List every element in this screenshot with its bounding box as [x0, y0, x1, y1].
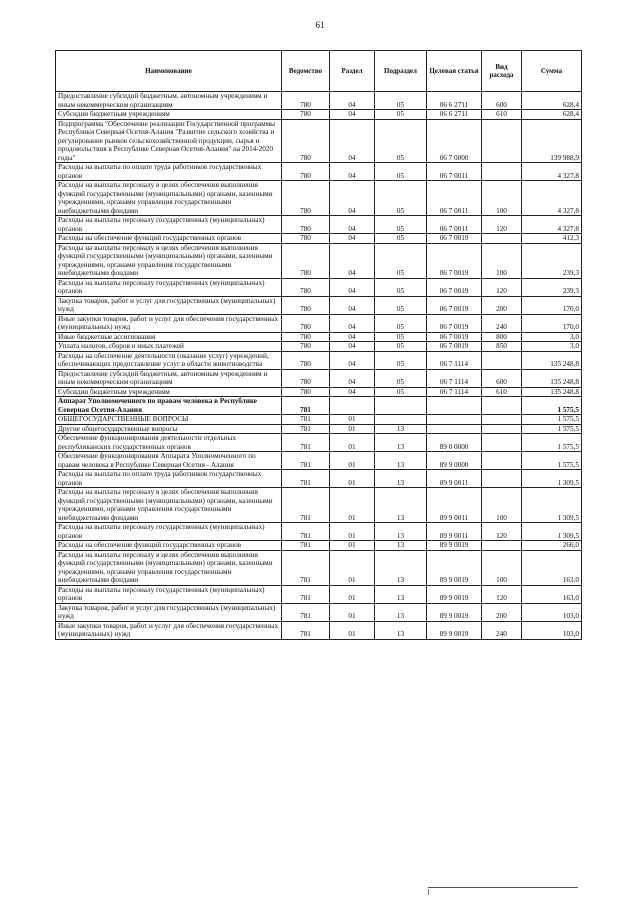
row-type: 120 — [482, 278, 522, 296]
row-subsection: 13 — [375, 452, 427, 470]
row-amount: 239,3 — [522, 243, 582, 278]
row-ministry: 780 — [282, 119, 330, 163]
row-target: 89 9 0019 — [427, 541, 482, 551]
table-row — [56, 397, 582, 415]
row-ministry: 781 — [282, 621, 330, 639]
row-subsection: 13 — [375, 488, 427, 523]
row-type: 800 — [482, 332, 522, 342]
row-target — [427, 415, 482, 425]
row-subsection: 05 — [375, 234, 427, 244]
row-target: 06 7 1114 — [427, 387, 482, 397]
row-section: 01 — [330, 585, 375, 603]
row-name: Аппарат Уполномоченного по правам человека в Республике Северная Осетия-Алания — [56, 397, 282, 415]
row-type — [482, 434, 522, 452]
row-subsection: 05 — [375, 181, 427, 216]
row-amount: 103,0 — [522, 603, 582, 621]
table-row — [56, 541, 582, 551]
row-target: 06 7 0019 — [427, 342, 482, 352]
row-name: Обеспечение функционирования деятельности отдельных республиканских государственных органов — [56, 434, 282, 452]
row-target: 89 9 0011 — [427, 470, 482, 488]
row-section: 04 — [330, 332, 375, 342]
table-header — [56, 51, 582, 92]
row-ministry: 780 — [282, 243, 330, 278]
row-name: Расходы на выплаты по оплате труда работников государственных органов — [56, 470, 282, 488]
table-row — [56, 92, 582, 110]
row-section: 01 — [330, 452, 375, 470]
row-target: 89 9 0000 — [427, 452, 482, 470]
row-amount: 3,0 — [522, 332, 582, 342]
row-target: 06 6 2711 — [427, 92, 482, 110]
row-amount: 239,3 — [522, 278, 582, 296]
row-section: 04 — [330, 314, 375, 332]
row-name: Предоставление субсидий бюджетным, автономным учреждениям и иным некоммерческим организациям — [56, 369, 282, 387]
table-row — [56, 550, 582, 585]
row-type: 610 — [482, 110, 522, 120]
row-type — [482, 163, 522, 181]
row-section: 04 — [330, 110, 375, 120]
header-name: Наименование — [56, 51, 282, 92]
row-section: 01 — [330, 470, 375, 488]
row-amount: 1 309,5 — [522, 470, 582, 488]
row-section: 01 — [330, 550, 375, 585]
row-subsection: 05 — [375, 216, 427, 234]
row-target — [427, 424, 482, 434]
row-ministry: 781 — [282, 603, 330, 621]
row-subsection: 13 — [375, 470, 427, 488]
row-type — [482, 234, 522, 244]
row-ministry: 780 — [282, 216, 330, 234]
table-row — [56, 603, 582, 621]
row-section: 04 — [330, 92, 375, 110]
table-row — [56, 181, 582, 216]
row-section — [330, 397, 375, 415]
row-subsection: 13 — [375, 603, 427, 621]
row-amount: 135 248,8 — [522, 351, 582, 369]
row-amount: 1 575,5 — [522, 434, 582, 452]
table-row — [56, 488, 582, 523]
row-amount: 170,0 — [522, 296, 582, 314]
row-name: Закупка товаров, работ и услуг для государственных (муниципальных) нужд — [56, 603, 282, 621]
row-target: 89 9 0019 — [427, 550, 482, 585]
row-ministry: 781 — [282, 488, 330, 523]
table-row — [56, 369, 582, 387]
row-ministry: 781 — [282, 585, 330, 603]
header-row — [56, 51, 582, 92]
row-name: Предоставление субсидий бюджетным, автономным учреждениям и иным некоммерческим организациям — [56, 92, 282, 110]
row-section: 04 — [330, 243, 375, 278]
row-subsection: 13 — [375, 621, 427, 639]
row-name: Расходы на выплаты персоналу государственных (муниципальных) органов — [56, 278, 282, 296]
table-row — [56, 234, 582, 244]
row-name: Закупка товаров, работ и услуг для государственных (муниципальных) нужд — [56, 296, 282, 314]
row-ministry: 781 — [282, 434, 330, 452]
table-row — [56, 243, 582, 278]
row-amount: 135 248,8 — [522, 387, 582, 397]
row-subsection: 05 — [375, 351, 427, 369]
row-amount: 163,0 — [522, 585, 582, 603]
row-type — [482, 415, 522, 425]
row-name: Субсидии бюджетным учреждениям — [56, 387, 282, 397]
row-amount: 135 248,8 — [522, 369, 582, 387]
row-ministry: 781 — [282, 452, 330, 470]
row-name: Подпрограмма "Обеспечение реализации Государственной программы Республики Северная Осетия-Алания "Развитие сельского хозяйства и регулирование рынков сельскохозяйственной продукции, сырья и продовольствия в Республике Северная Осетия-Алания" на 2014-2020 годы" — [56, 119, 282, 163]
row-name: Расходы на выплаты персоналу государственных (муниципальных) органов — [56, 216, 282, 234]
table-row — [56, 470, 582, 488]
row-amount: 4 327,8 — [522, 181, 582, 216]
header-ministry: Ведомство — [282, 51, 330, 92]
row-section: 04 — [330, 216, 375, 234]
row-subsection: 05 — [375, 342, 427, 352]
header-subsection: Подраздел — [375, 51, 427, 92]
row-section: 01 — [330, 424, 375, 434]
header-target: Целевая статья — [427, 51, 482, 92]
row-target: 06 7 0019 — [427, 332, 482, 342]
row-amount: 1 575,5 — [522, 415, 582, 425]
row-type: 850 — [482, 342, 522, 352]
table-row — [56, 332, 582, 342]
row-type — [482, 119, 522, 163]
row-section: 01 — [330, 488, 375, 523]
row-subsection: 13 — [375, 541, 427, 551]
row-type: 100 — [482, 488, 522, 523]
row-section: 01 — [330, 434, 375, 452]
row-name: Уплата налогов, сборов и иных платежей — [56, 342, 282, 352]
row-name: Расходы на выплаты персоналу в целях обеспечения выполнения функций государственными (муниципальными) органами, казенными учреждениями, органами управления государственными внебюджетными фондами — [56, 181, 282, 216]
page-number: 61 — [315, 20, 325, 30]
table-row — [56, 216, 582, 234]
row-ministry: 780 — [282, 369, 330, 387]
header-section: Раздел — [330, 51, 375, 92]
table-row — [56, 296, 582, 314]
row-target: 06 7 0019 — [427, 278, 482, 296]
row-name: Расходы на выплаты персоналу в целях обеспечения выполнения функций государственными (муниципальными) органами, казенными учреждениями, органами управления государственными внебюджетными фондами — [56, 550, 282, 585]
row-ministry: 781 — [282, 523, 330, 541]
row-target: 06 7 1114 — [427, 369, 482, 387]
row-ministry: 780 — [282, 92, 330, 110]
row-name: Расходы на выплаты персоналу в целях обеспечения выполнения функций государственными (муниципальными) органами, казенными учреждениями, органами управления государственными внебюджетными фондами — [56, 488, 282, 523]
row-type: 100 — [482, 181, 522, 216]
row-type: 600 — [482, 92, 522, 110]
row-target: 06 6 2711 — [427, 110, 482, 120]
row-subsection: 13 — [375, 585, 427, 603]
row-name: Расходы на выплаты по оплате труда работников государственных органов — [56, 163, 282, 181]
row-ministry: 781 — [282, 541, 330, 551]
row-type: 200 — [482, 603, 522, 621]
table-row — [56, 434, 582, 452]
table-row — [56, 119, 582, 163]
row-ministry: 780 — [282, 342, 330, 352]
table-row — [56, 452, 582, 470]
header-type: Вид расхода — [482, 51, 522, 92]
row-name: Расходы на обеспечение функций государственных органов — [56, 541, 282, 551]
row-subsection: 05 — [375, 296, 427, 314]
row-amount: 103,0 — [522, 621, 582, 639]
table-row — [56, 523, 582, 541]
row-ministry: 780 — [282, 296, 330, 314]
row-section: 04 — [330, 278, 375, 296]
row-ministry: 781 — [282, 397, 330, 415]
row-target: 06 7 0019 — [427, 234, 482, 244]
row-amount: 1 575,5 — [522, 452, 582, 470]
row-type — [482, 397, 522, 415]
row-name: Расходы на обеспечение функций государственных органов — [56, 234, 282, 244]
row-subsection: 05 — [375, 243, 427, 278]
row-subsection — [375, 397, 427, 415]
row-section: 04 — [330, 234, 375, 244]
table-row — [56, 163, 582, 181]
row-amount: 1 575,5 — [522, 397, 582, 415]
row-amount: 4 327,8 — [522, 216, 582, 234]
row-amount: 412,3 — [522, 234, 582, 244]
row-target: 89 9 0011 — [427, 523, 482, 541]
row-name: Иные бюджетные ассигнования — [56, 332, 282, 342]
row-target: 06 7 0011 — [427, 163, 482, 181]
row-ministry: 780 — [282, 278, 330, 296]
row-section: 04 — [330, 342, 375, 352]
row-ministry: 781 — [282, 415, 330, 425]
row-target: 06 7 0019 — [427, 314, 482, 332]
row-ministry: 780 — [282, 163, 330, 181]
row-amount: 266,0 — [522, 541, 582, 551]
row-target: 89 9 0019 — [427, 585, 482, 603]
row-amount: 4 327,8 — [522, 163, 582, 181]
bottom-rule — [428, 887, 578, 888]
row-subsection: 05 — [375, 110, 427, 120]
row-name: ОБЩЕГОСУДАРСТВЕННЫЕ ВОПРОСЫ — [56, 415, 282, 425]
row-section: 01 — [330, 621, 375, 639]
row-ministry: 780 — [282, 387, 330, 397]
row-type: 240 — [482, 314, 522, 332]
row-subsection: 05 — [375, 387, 427, 397]
table-row — [56, 278, 582, 296]
row-target: 06 7 1114 — [427, 351, 482, 369]
row-ministry: 780 — [282, 351, 330, 369]
row-target: 06 7 0019 — [427, 296, 482, 314]
row-subsection: 05 — [375, 332, 427, 342]
row-section: 04 — [330, 163, 375, 181]
row-name: Расходы на выплаты персоналу государственных (муниципальных) органов — [56, 585, 282, 603]
bottom-tick — [428, 889, 429, 895]
row-subsection: 13 — [375, 550, 427, 585]
row-name: Субсидии бюджетным учреждениям — [56, 110, 282, 120]
row-type: 100 — [482, 243, 522, 278]
row-target: 89 9 0011 — [427, 488, 482, 523]
row-name: Обеспечение функционирования Аппарата Уполномоченного по правам человека в Республике Северная Осетия - Алания — [56, 452, 282, 470]
row-name: Расходы на обеспечение деятельности (оказание услуг) учреждений, обеспечивающих предоставление услуг в области животноводства — [56, 351, 282, 369]
row-amount: 1 309,5 — [522, 488, 582, 523]
row-name: Иные закупки товаров, работ и услуг для обеспечения государственных (муниципальных) нужд — [56, 314, 282, 332]
table-row — [56, 351, 582, 369]
row-section: 01 — [330, 541, 375, 551]
row-amount: 3,0 — [522, 342, 582, 352]
row-section: 01 — [330, 523, 375, 541]
row-subsection: 05 — [375, 278, 427, 296]
row-amount: 1 575,5 — [522, 424, 582, 434]
row-name: Расходы на выплаты персоналу государственных (муниципальных) органов — [56, 523, 282, 541]
row-subsection — [375, 415, 427, 425]
row-target: 89 0 0000 — [427, 434, 482, 452]
table-row — [56, 342, 582, 352]
row-subsection: 05 — [375, 92, 427, 110]
row-name: Другие общегосударственные вопросы — [56, 424, 282, 434]
row-type: 100 — [482, 550, 522, 585]
row-section: 04 — [330, 369, 375, 387]
row-section: 04 — [330, 181, 375, 216]
row-target: 89 9 0019 — [427, 621, 482, 639]
row-target: 06 7 0011 — [427, 181, 482, 216]
row-ministry: 781 — [282, 470, 330, 488]
row-type: 200 — [482, 296, 522, 314]
row-type — [482, 470, 522, 488]
row-amount: 1 309,5 — [522, 523, 582, 541]
table-body — [56, 92, 582, 640]
row-section: 04 — [330, 119, 375, 163]
row-name: Иные закупки товаров, работ и услуг для обеспечения государственных (муниципальных) нужд — [56, 621, 282, 639]
row-ministry: 780 — [282, 181, 330, 216]
row-subsection: 05 — [375, 119, 427, 163]
row-ministry: 781 — [282, 550, 330, 585]
row-target: 06 7 0019 — [427, 243, 482, 278]
row-amount: 139 988,9 — [522, 119, 582, 163]
row-type: 120 — [482, 523, 522, 541]
row-ministry: 780 — [282, 332, 330, 342]
row-amount: 628,4 — [522, 92, 582, 110]
row-section: 01 — [330, 415, 375, 425]
budget-table — [55, 50, 582, 640]
row-type — [482, 541, 522, 551]
table-row — [56, 621, 582, 639]
row-subsection: 05 — [375, 314, 427, 332]
row-type: 120 — [482, 585, 522, 603]
row-ministry: 780 — [282, 314, 330, 332]
table-row — [56, 585, 582, 603]
table-row — [56, 387, 582, 397]
row-section: 04 — [330, 296, 375, 314]
row-subsection: 05 — [375, 163, 427, 181]
row-name: Расходы на выплаты персоналу в целях обеспечения выполнения функций государственными (муниципальными) органами, казенными учреждениями, органами управления государственными внебюджетными фондами — [56, 243, 282, 278]
row-type — [482, 351, 522, 369]
row-ministry: 780 — [282, 234, 330, 244]
table-row — [56, 314, 582, 332]
table-row — [56, 415, 582, 425]
header-amount: Сумма — [522, 51, 582, 92]
row-amount: 170,0 — [522, 314, 582, 332]
row-type: 240 — [482, 621, 522, 639]
row-subsection: 13 — [375, 434, 427, 452]
row-target: 06 7 0000 — [427, 119, 482, 163]
row-type: 610 — [482, 387, 522, 397]
row-amount: 163,0 — [522, 550, 582, 585]
row-section: 01 — [330, 603, 375, 621]
row-section: 04 — [330, 387, 375, 397]
row-type — [482, 452, 522, 470]
row-subsection: 13 — [375, 523, 427, 541]
table-row — [56, 110, 582, 120]
row-subsection: 13 — [375, 424, 427, 434]
row-type: 120 — [482, 216, 522, 234]
table-row — [56, 424, 582, 434]
row-ministry: 780 — [282, 110, 330, 120]
row-subsection: 05 — [375, 369, 427, 387]
row-ministry: 781 — [282, 424, 330, 434]
row-amount: 628,4 — [522, 110, 582, 120]
row-target: 06 7 0011 — [427, 216, 482, 234]
row-type — [482, 424, 522, 434]
row-target — [427, 397, 482, 415]
row-target: 89 9 0019 — [427, 603, 482, 621]
row-section: 04 — [330, 351, 375, 369]
row-type: 600 — [482, 369, 522, 387]
